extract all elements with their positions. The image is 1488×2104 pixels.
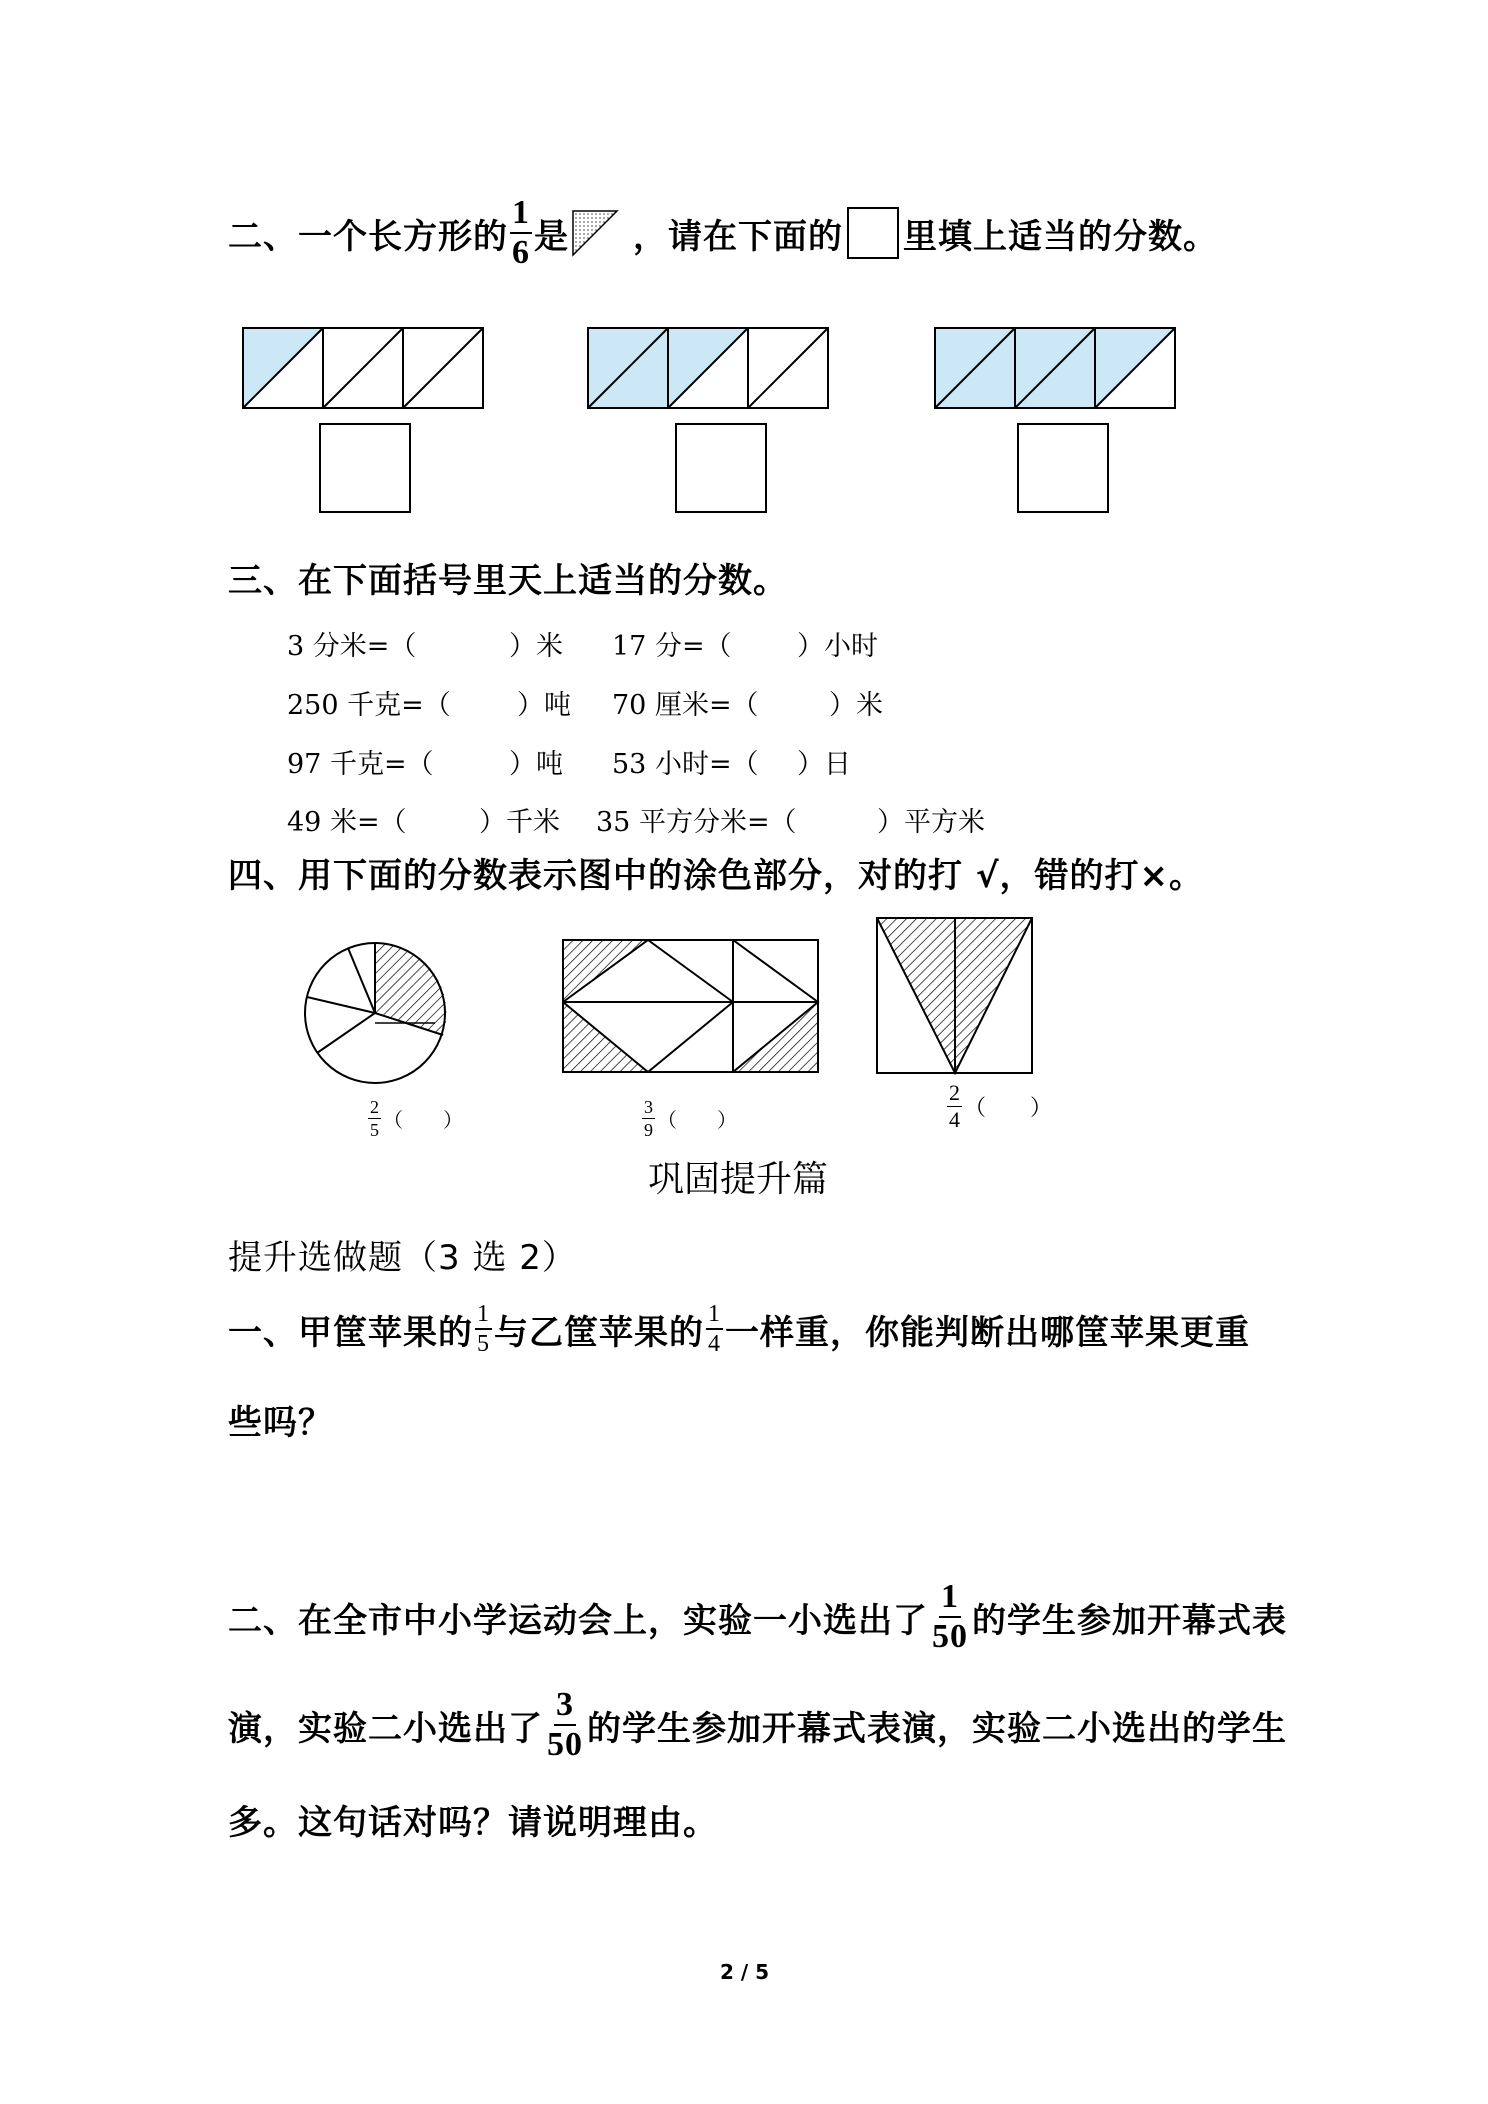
q4-bracket-1[interactable]: （ ） xyxy=(383,1108,463,1132)
q2-suffix1: ，请在下面的 xyxy=(633,216,843,257)
p1-b: 与乙筐苹果的 xyxy=(494,1312,704,1353)
q3-row-3-a: 97 千克=（ xyxy=(287,749,434,780)
p1-d: 些吗？ xyxy=(228,1403,333,1443)
p2-frac-1-den: 50 xyxy=(932,1618,968,1655)
p2-b: 的学生参加开幕式表 xyxy=(972,1600,1287,1641)
q2-prefix: 二、一个长方形的 xyxy=(228,216,508,257)
q2-heading xyxy=(228,196,1218,270)
square-triangle-figure xyxy=(877,918,1032,1073)
p2-d: 的学生参加开幕式表演，实验二小选出的学生 xyxy=(587,1708,1287,1749)
rect-figure-2 xyxy=(588,328,828,408)
q4-title: 四、用下面的分数表示图中的涂色部分，对的打 √，错的打×。 xyxy=(228,856,1205,896)
section-heading: 巩固提升篇 xyxy=(648,1159,829,1200)
q3-row-3-c: 53 小时=（ xyxy=(612,749,759,780)
q4-frac-2 xyxy=(642,1098,655,1139)
q4-bracket-2[interactable]: （ ） xyxy=(657,1108,737,1132)
q4-frac-1 xyxy=(368,1098,381,1139)
q4-label-3 xyxy=(945,1082,1052,1131)
q3-row-3-d: ）日 xyxy=(797,749,851,780)
answer-box-1[interactable] xyxy=(320,424,410,512)
section-subheading: 提升选做题（3 选 2） xyxy=(228,1238,577,1278)
q3-row-2-a: 250 千克=（ xyxy=(287,690,451,721)
p2-frac-2-den: 50 xyxy=(547,1726,583,1763)
q3-row-4-b: ）千米 xyxy=(479,807,560,838)
p1-line-1 xyxy=(228,1302,1250,1356)
p2-e: 多。这句话对吗？请说明理由。 xyxy=(228,1803,718,1843)
p2-a: 二、在全市中小学运动会上，实验一小选出了 xyxy=(228,1600,928,1641)
q2-frac-den: 6 xyxy=(512,234,530,271)
p1-a: 一、甲筐苹果的 xyxy=(228,1312,473,1353)
q3-row-1-a: 3 分米=（ xyxy=(287,631,417,662)
page-number: 2 / 5 xyxy=(720,1960,770,1984)
p1-frac-1-num: 1 xyxy=(475,1302,492,1330)
q3-row-1-d: ）小时 xyxy=(797,631,878,662)
circle-figure xyxy=(305,943,447,1083)
answer-box-2[interactable] xyxy=(676,424,766,512)
rect-figure-1 xyxy=(243,328,483,408)
q2-figures xyxy=(0,320,1488,550)
q4-figures xyxy=(0,910,1488,1150)
q3-row-4-d: ）平方米 xyxy=(877,807,985,838)
p1-frac-1 xyxy=(475,1302,492,1356)
p2-line-2 xyxy=(228,1688,1287,1762)
q4-frac-3-num: 2 xyxy=(949,1080,960,1105)
q3-row-2-b: ）吨 xyxy=(517,690,571,721)
q4-frac-2-den: 9 xyxy=(644,1120,653,1140)
q4-frac-1-den: 5 xyxy=(370,1120,379,1140)
q2-frac-num: 1 xyxy=(510,196,532,234)
q4-frac-3 xyxy=(947,1082,962,1131)
q2-suffix2: 里填上适当的分数。 xyxy=(903,216,1218,257)
q2-mid: 是 xyxy=(534,216,569,257)
q4-label-2 xyxy=(640,1098,737,1139)
rect-diamond-figure xyxy=(563,940,818,1072)
p1-frac-1-den: 5 xyxy=(477,1331,490,1357)
q4-frac-3-den: 4 xyxy=(949,1107,960,1132)
q3-row-3-b: ）吨 xyxy=(509,749,563,780)
q3-row-1-b: ）米 xyxy=(509,631,563,662)
p1-frac-2-den: 4 xyxy=(708,1331,721,1357)
rect-figure-3 xyxy=(935,328,1175,408)
p2-frac-2-num: 3 xyxy=(554,1688,576,1726)
p1-c: 一样重，你能判断出哪筐苹果更重 xyxy=(725,1312,1250,1353)
q4-label-1 xyxy=(366,1098,463,1139)
p2-frac-1 xyxy=(930,1580,970,1654)
answer-box-icon xyxy=(847,207,899,259)
q3-row-4-c: 35 平方分米=（ xyxy=(596,807,797,838)
q4-bracket-3[interactable]: （ ） xyxy=(964,1096,1053,1121)
q3-row-2-c: 70 厘米=（ xyxy=(612,690,759,721)
q3-row-1-c: 17 分=（ xyxy=(612,631,732,662)
q4-frac-2-num: 3 xyxy=(644,1097,653,1117)
answer-box-3[interactable] xyxy=(1018,424,1108,512)
p1-frac-2 xyxy=(706,1302,723,1356)
q3-row-2-d: ）米 xyxy=(829,690,883,721)
p2-c: 演，实验二小选出了 xyxy=(228,1708,543,1749)
p1-frac-2-num: 1 xyxy=(706,1302,723,1330)
p2-line-1 xyxy=(228,1580,1287,1654)
shaded-triangle-icon xyxy=(571,209,619,257)
q3-row-4-a: 49 米=（ xyxy=(287,807,407,838)
p2-frac-2 xyxy=(545,1688,585,1762)
q3-title: 三、在下面括号里天上适当的分数。 xyxy=(228,561,788,601)
q2-fraction xyxy=(510,196,532,270)
p2-frac-1-num: 1 xyxy=(939,1580,961,1618)
q4-frac-1-num: 2 xyxy=(370,1097,379,1117)
